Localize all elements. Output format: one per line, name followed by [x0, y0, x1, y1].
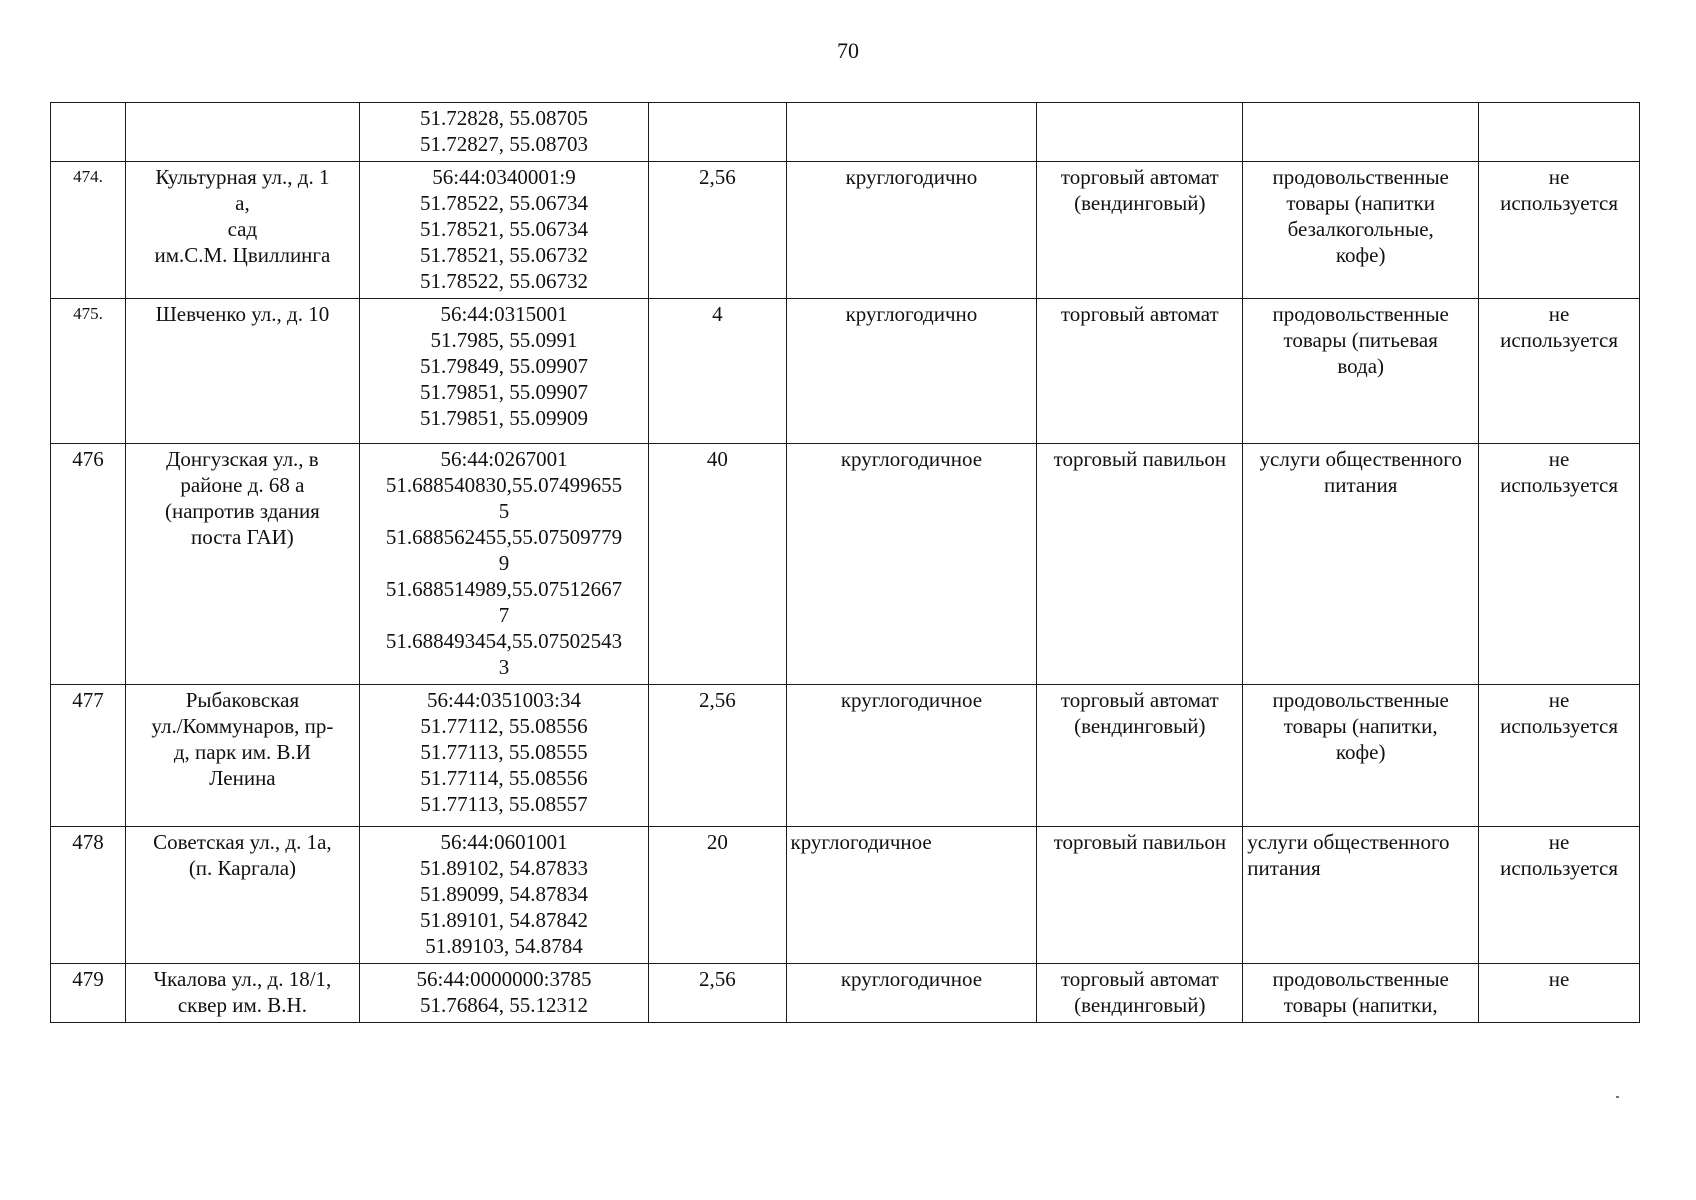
cell-status — [1479, 827, 1640, 964]
cell-coordinates-line: 9 — [498, 551, 510, 575]
cell-specialization-line: питания — [1324, 473, 1398, 497]
cell-specialization — [1243, 964, 1479, 1023]
cell-status — [1479, 444, 1640, 685]
cell-specialization-line: товары (напитки — [1286, 191, 1435, 215]
cell-specialization-line: вода) — [1337, 354, 1385, 378]
cell-address-line: Культурная ул., д. 1 — [155, 165, 330, 189]
page-number: 70 — [837, 38, 859, 63]
cell-specialization-line: безалкогольные, — [1287, 217, 1434, 241]
cell-address-line: а, — [235, 191, 250, 215]
cell-coordinates-line: 56:44:0351003:34 — [427, 688, 582, 712]
cell-status-line: не — [1548, 967, 1570, 991]
cell-status — [1479, 685, 1640, 827]
cell-coordinates-line: 51.688514989,55.07512667 — [385, 577, 623, 601]
cell-object-type — [1037, 827, 1243, 964]
cell-coordinates — [359, 444, 648, 685]
cell-period: круглогодично — [786, 299, 1037, 444]
cell-specialization-line: услуги общественного — [1247, 830, 1450, 854]
cell-address-line: Рыбаковская — [185, 688, 300, 712]
cell-coordinates-line: 51.79849, 55.09907 — [420, 354, 589, 378]
cell-area: 4 — [649, 299, 786, 444]
cell-address-line: Чкалова ул., д. 18/1, — [153, 967, 332, 991]
scan-speck — [1616, 1096, 1619, 1098]
cell-address-line: (напротив здания — [164, 499, 320, 523]
cell-area: 2,56 — [649, 685, 786, 827]
cell-address-line: поста ГАИ) — [191, 525, 294, 549]
cell-coordinates-line: 51.688562455,55.07509779 — [385, 525, 623, 549]
cell-coordinates-line: 51.78521, 55.06734 — [420, 217, 589, 241]
cell-address-line: Донгузская ул., в — [166, 447, 319, 471]
cell-area: 40 — [649, 444, 786, 685]
cell-address-line: им.С.М. Цвиллинга — [154, 243, 331, 267]
cell-status-line: используется — [1500, 328, 1618, 352]
cell-status-line: не — [1548, 447, 1570, 471]
cell-address — [126, 162, 360, 299]
cell-coordinates-line: 51.72827, 55.08703 — [420, 132, 589, 156]
cell-status — [1479, 299, 1640, 444]
cell-object-type-line: торговый автомат — [1060, 967, 1219, 991]
cell-object-type — [1037, 685, 1243, 827]
cell-specialization-line: продовольственные — [1272, 302, 1449, 326]
cell-coordinates-line: 51.79851, 55.09909 — [420, 406, 589, 430]
cell-object-type-line: торговый автомат — [1060, 302, 1219, 326]
cell-address-line: районе д. 68 а — [180, 473, 305, 497]
cell-coordinates-line: 56:44:0267001 — [440, 447, 568, 471]
cell-specialization-line: товары (напитки, — [1283, 993, 1438, 1017]
cell-coordinates-line: 51.77113, 55.08557 — [420, 792, 588, 816]
cell-coordinates — [359, 827, 648, 964]
cell-coordinates-line: 51.78521, 55.06732 — [420, 243, 589, 267]
table-body — [51, 103, 1640, 1023]
cell-coordinates-line: 51.77113, 55.08555 — [420, 740, 588, 764]
cell-coordinates-line: 51.7985, 55.0991 — [430, 328, 578, 352]
cell-address — [126, 444, 360, 685]
cell-coordinates-line: 51.89099, 54.87834 — [420, 882, 589, 906]
cell-specialization — [1243, 827, 1479, 964]
cell-object-type — [1037, 162, 1243, 299]
cell-object-type-line: (вендинговый) — [1074, 191, 1206, 215]
cell-coordinates — [359, 685, 648, 827]
cell-coordinates-line: 3 — [498, 655, 510, 679]
cell-status-line: не — [1548, 688, 1570, 712]
cell-coordinates-line: 51.89101, 54.87842 — [420, 908, 589, 932]
placement-registry-table — [50, 102, 1640, 1023]
cell-specialization-line: товары (напитки, — [1283, 714, 1438, 738]
cell-address — [126, 827, 360, 964]
cell-coordinates-line: 51.78522, 55.06732 — [420, 269, 589, 293]
cell-object-type — [1037, 103, 1243, 162]
cell-address-line: д, парк им. В.И — [173, 740, 311, 764]
cell-object-type-line: торговый павильон — [1053, 830, 1227, 854]
table-row — [51, 299, 1640, 444]
cell-status-line: не — [1548, 830, 1570, 854]
cell-coordinates — [359, 162, 648, 299]
cell-coordinates-line: 51.89102, 54.87833 — [420, 856, 589, 880]
cell-object-type-line: (вендинговый) — [1074, 714, 1206, 738]
cell-period: круглогодичное — [786, 964, 1037, 1023]
cell-coordinates-line: 51.79851, 55.09907 — [420, 380, 589, 404]
cell-specialization — [1243, 103, 1479, 162]
cell-coordinates-line: 51.77112, 55.08556 — [420, 714, 588, 738]
cell-coordinates-line: 56:44:0340001:9 — [432, 165, 576, 189]
cell-specialization-line: кофе) — [1335, 740, 1386, 764]
cell-status-line: используется — [1500, 191, 1618, 215]
cell-period: круглогодично — [786, 162, 1037, 299]
cell-period: круглогодичное — [786, 685, 1037, 827]
table-row — [51, 162, 1640, 299]
cell-number — [51, 103, 126, 162]
cell-status — [1479, 103, 1640, 162]
cell-status-line: используется — [1500, 714, 1618, 738]
cell-status — [1479, 162, 1640, 299]
cell-period — [786, 103, 1037, 162]
cell-coordinates — [359, 964, 648, 1023]
cell-coordinates-line: 56:44:0000000:3785 — [416, 967, 592, 991]
table-row — [51, 827, 1640, 964]
cell-specialization — [1243, 444, 1479, 685]
cell-coordinates-line: 51.76864, 55.12312 — [420, 993, 589, 1017]
cell-specialization-line: продовольственные — [1272, 165, 1449, 189]
cell-address-line: (п. Каргала) — [188, 856, 297, 880]
cell-period: круглогодичное — [786, 444, 1037, 685]
cell-specialization-line: товары (питьевая — [1283, 328, 1438, 352]
table-row — [51, 444, 1640, 685]
table-row — [51, 964, 1640, 1023]
cell-address — [126, 685, 360, 827]
cell-area: 2,56 — [649, 162, 786, 299]
cell-specialization — [1243, 685, 1479, 827]
cell-coordinates — [359, 103, 648, 162]
cell-status-line: используется — [1500, 856, 1618, 880]
cell-status-line: не — [1548, 302, 1570, 326]
cell-area: 2,56 — [649, 964, 786, 1023]
cell-object-type — [1037, 964, 1243, 1023]
cell-coordinates-line: 51.89103, 54.8784 — [425, 934, 583, 958]
cell-coordinates-line: 51.688540830,55.07499655 — [385, 473, 623, 497]
cell-status-line: не — [1548, 165, 1570, 189]
cell-status — [1479, 964, 1640, 1023]
cell-coordinates-line: 5 — [498, 499, 510, 523]
table-row — [51, 103, 1640, 162]
cell-address-line: Ленина — [209, 766, 276, 790]
cell-number: 478 — [51, 827, 126, 964]
cell-address-line: сад — [227, 217, 258, 241]
cell-coordinates-line: 51.77114, 55.08556 — [420, 766, 588, 790]
cell-number: 479 — [51, 964, 126, 1023]
cell-specialization — [1243, 299, 1479, 444]
cell-area — [649, 103, 786, 162]
cell-address-line: Шевченко ул., д. 10 — [155, 302, 330, 326]
cell-object-type-line: торговый автомат — [1060, 688, 1219, 712]
cell-coordinates-line: 56:44:0315001 — [440, 302, 568, 326]
cell-address-line: ул./Коммунаров, пр- — [151, 714, 334, 738]
cell-number: 475. — [51, 299, 126, 444]
cell-object-type-line: торговый автомат — [1060, 165, 1219, 189]
cell-period: круглогодичное — [786, 827, 1037, 964]
cell-address-line: Советская ул., д. 1а, — [153, 830, 332, 854]
cell-object-type — [1037, 299, 1243, 444]
cell-coordinates-line: 51.688493454,55.07502543 — [385, 629, 623, 653]
table-row — [51, 685, 1640, 827]
cell-specialization-line: продовольственные — [1272, 688, 1449, 712]
cell-object-type-line: торговый павильон — [1053, 447, 1227, 471]
cell-area: 20 — [649, 827, 786, 964]
cell-object-type-line: (вендинговый) — [1074, 993, 1206, 1017]
cell-specialization-line: услуги общественного — [1259, 447, 1462, 471]
cell-status-line: используется — [1500, 473, 1618, 497]
cell-coordinates-line: 51.78522, 55.06734 — [420, 191, 589, 215]
cell-object-type — [1037, 444, 1243, 685]
cell-address — [126, 964, 360, 1023]
cell-specialization-line: кофе) — [1335, 243, 1386, 267]
cell-specialization-line: питания — [1247, 856, 1321, 880]
cell-address — [126, 103, 360, 162]
cell-coordinates-line: 56:44:0601001 — [440, 830, 568, 854]
cell-coordinates-line: 51.72828, 55.08705 — [420, 106, 589, 130]
cell-address-line: сквер им. В.Н. — [177, 993, 307, 1017]
cell-specialization — [1243, 162, 1479, 299]
cell-specialization-line: продовольственные — [1272, 967, 1449, 991]
cell-address — [126, 299, 360, 444]
cell-coordinates-line: 7 — [498, 603, 510, 627]
cell-number: 476 — [51, 444, 126, 685]
cell-number: 477 — [51, 685, 126, 827]
cell-number: 474. — [51, 162, 126, 299]
cell-coordinates — [359, 299, 648, 444]
